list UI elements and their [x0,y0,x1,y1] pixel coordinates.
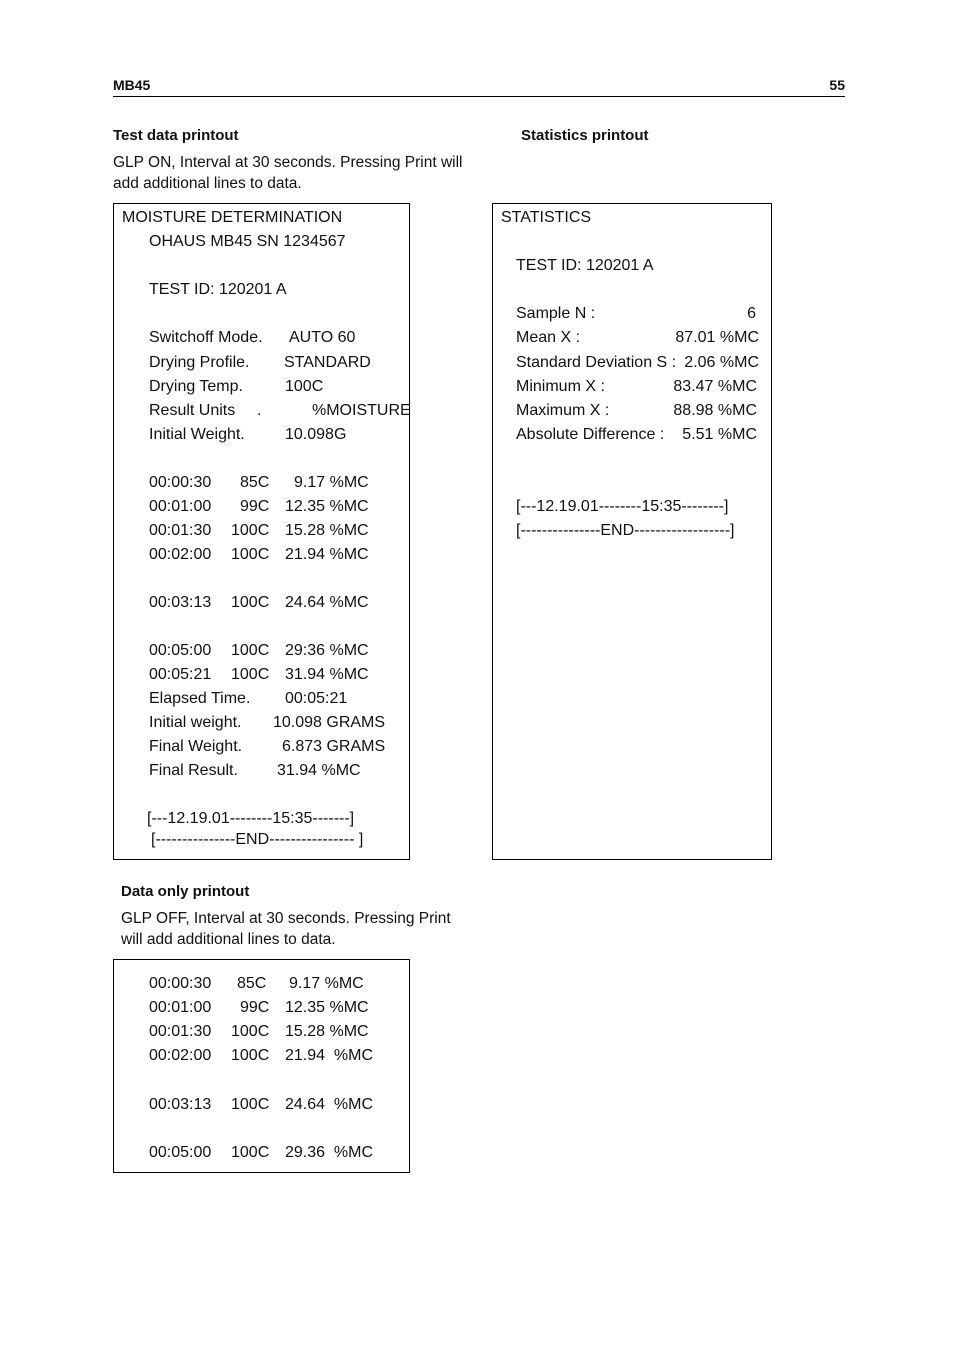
page-number: 55 [829,77,845,93]
reading-temp: 99C [240,498,270,515]
printout-value: 10.098G [285,426,347,443]
reading-moisture: 12.35 %MC [285,498,369,515]
reading-time: 00:00:30 [149,975,212,992]
header-title: MB45 [113,77,151,93]
reading-temp: 100C [231,642,270,659]
reading-time: 00:05:00 [149,642,212,659]
reading-temp: 85C [237,975,267,992]
reading-temp: 100C [231,594,270,611]
reading-temp: 100C [231,522,270,539]
printout-end-marker: [---------------END------------------] [516,522,735,539]
stat-label: Standard Deviation S : [516,354,677,371]
printout-value: AUTO 60 [289,329,356,346]
printout-value: 6.873 GRAMS [282,738,386,755]
reading-time: 00:05:21 [149,666,212,683]
data-only-desc-1: GLP OFF, Interval at 30 seconds. Pressing Print [121,910,451,927]
reading-temp: 100C [231,1096,270,1113]
printout-line: TEST ID: 120201 A [149,281,287,298]
stat-label: Mean X : [516,329,581,346]
reading-moisture: 24.64 %MC [285,594,369,611]
reading-temp: 100C [231,546,270,563]
printout-label: Elapsed Time. [149,690,251,707]
stat-label: Absolute Difference : [516,426,665,443]
printout-label: Final Weight. [149,738,243,755]
printout-value: 100C [285,378,324,395]
reading-time: 00:03:13 [149,594,212,611]
printout-timestamp: [---12.19.01--------15:35-------] [147,810,355,827]
stat-value: 88.98 %MC [673,402,757,419]
printout-value: 00:05:21 [285,690,348,707]
reading-time: 00:03:13 [149,1096,212,1113]
stat-label: Minimum X : [516,378,605,395]
stat-value: 87.01 %MC [675,329,759,346]
printout-value: %MOISTURE [312,402,411,419]
reading-time: 00:01:30 [149,1023,212,1040]
reading-moisture: 15.28 %MC [285,522,369,539]
printout-end-marker: [---------------END---------------- ] [151,831,364,848]
reading-temp: 100C [231,1023,270,1040]
reading-temp: 100C [231,666,270,683]
reading-temp: 85C [240,474,270,491]
stat-value: 83.47 %MC [673,378,757,395]
reading-moisture: 29.36 %MC [285,1144,374,1161]
reading-moisture: 29:36 %MC [285,642,369,659]
reading-time: 00:02:00 [149,1047,212,1064]
printout-label: Drying Profile. [149,354,250,371]
reading-temp: 100C [231,1047,270,1064]
stat-value: 2.06 %MC [684,354,759,371]
reading-moisture: 21.94 %MC [285,546,369,563]
printout-timestamp: [---12.19.01--------15:35--------] [516,498,729,515]
stat-value: 5.51 %MC [682,426,757,443]
reading-moisture: 12.35 %MC [285,999,369,1016]
stat-label: Sample N : [516,305,596,322]
printout-line: MOISTURE DETERMINATION [122,209,343,226]
stat-value: 6 [747,305,756,322]
test-data-desc-2: add additional lines to data. [113,175,302,192]
stat-label: Maximum X : [516,402,610,419]
reading-moisture: 24.64 %MC [285,1096,374,1113]
data-only-title: Data only printout [121,883,250,900]
printout-value: 10.098 GRAMS [273,714,386,731]
reading-moisture: 9.17 %MC [294,474,369,491]
printout-label: Initial Weight. [149,426,245,443]
printout-label: Switchoff Mode. [149,329,263,346]
reading-moisture: 21.94 %MC [285,1047,374,1064]
data-only-printout-box [113,959,410,1173]
reading-time: 00:02:00 [149,546,212,563]
test-data-printout-box [113,203,410,860]
printout-label: Initial weight. [149,714,242,731]
reading-temp: 100C [231,1144,270,1161]
printout-label: Drying Temp. [149,378,243,395]
reading-temp: 99C [240,999,270,1016]
reading-moisture: 9.17 %MC [289,975,364,992]
printout-label: Result Units [149,402,236,419]
reading-moisture: 31.94 %MC [285,666,369,683]
reading-time: 00:01:00 [149,498,212,515]
printout-value: 31.94 %MC [277,762,361,779]
printout-label: Final Result. [149,762,238,779]
reading-time: 00:01:00 [149,999,212,1016]
reading-time: 00:05:00 [149,1144,212,1161]
printout-value: STANDARD [284,354,371,371]
test-data-title: Test data printout [113,127,239,144]
printout-line: TEST ID: 120201 A [516,257,654,274]
statistics-printout-box [492,203,772,860]
data-only-desc-2: will add additional lines to data. [121,931,336,948]
reading-time: 00:01:30 [149,522,212,539]
header-rule [113,96,845,97]
reading-time: 00:00:30 [149,474,212,491]
statistics-title: Statistics printout [521,127,649,144]
printout-separator: . [257,402,262,419]
reading-moisture: 15.28 %MC [285,1023,369,1040]
test-data-desc-1: GLP ON, Interval at 30 seconds. Pressing Print will [113,154,463,171]
printout-line: STATISTICS [501,209,592,226]
printout-line: OHAUS MB45 SN 1234567 [149,233,346,250]
